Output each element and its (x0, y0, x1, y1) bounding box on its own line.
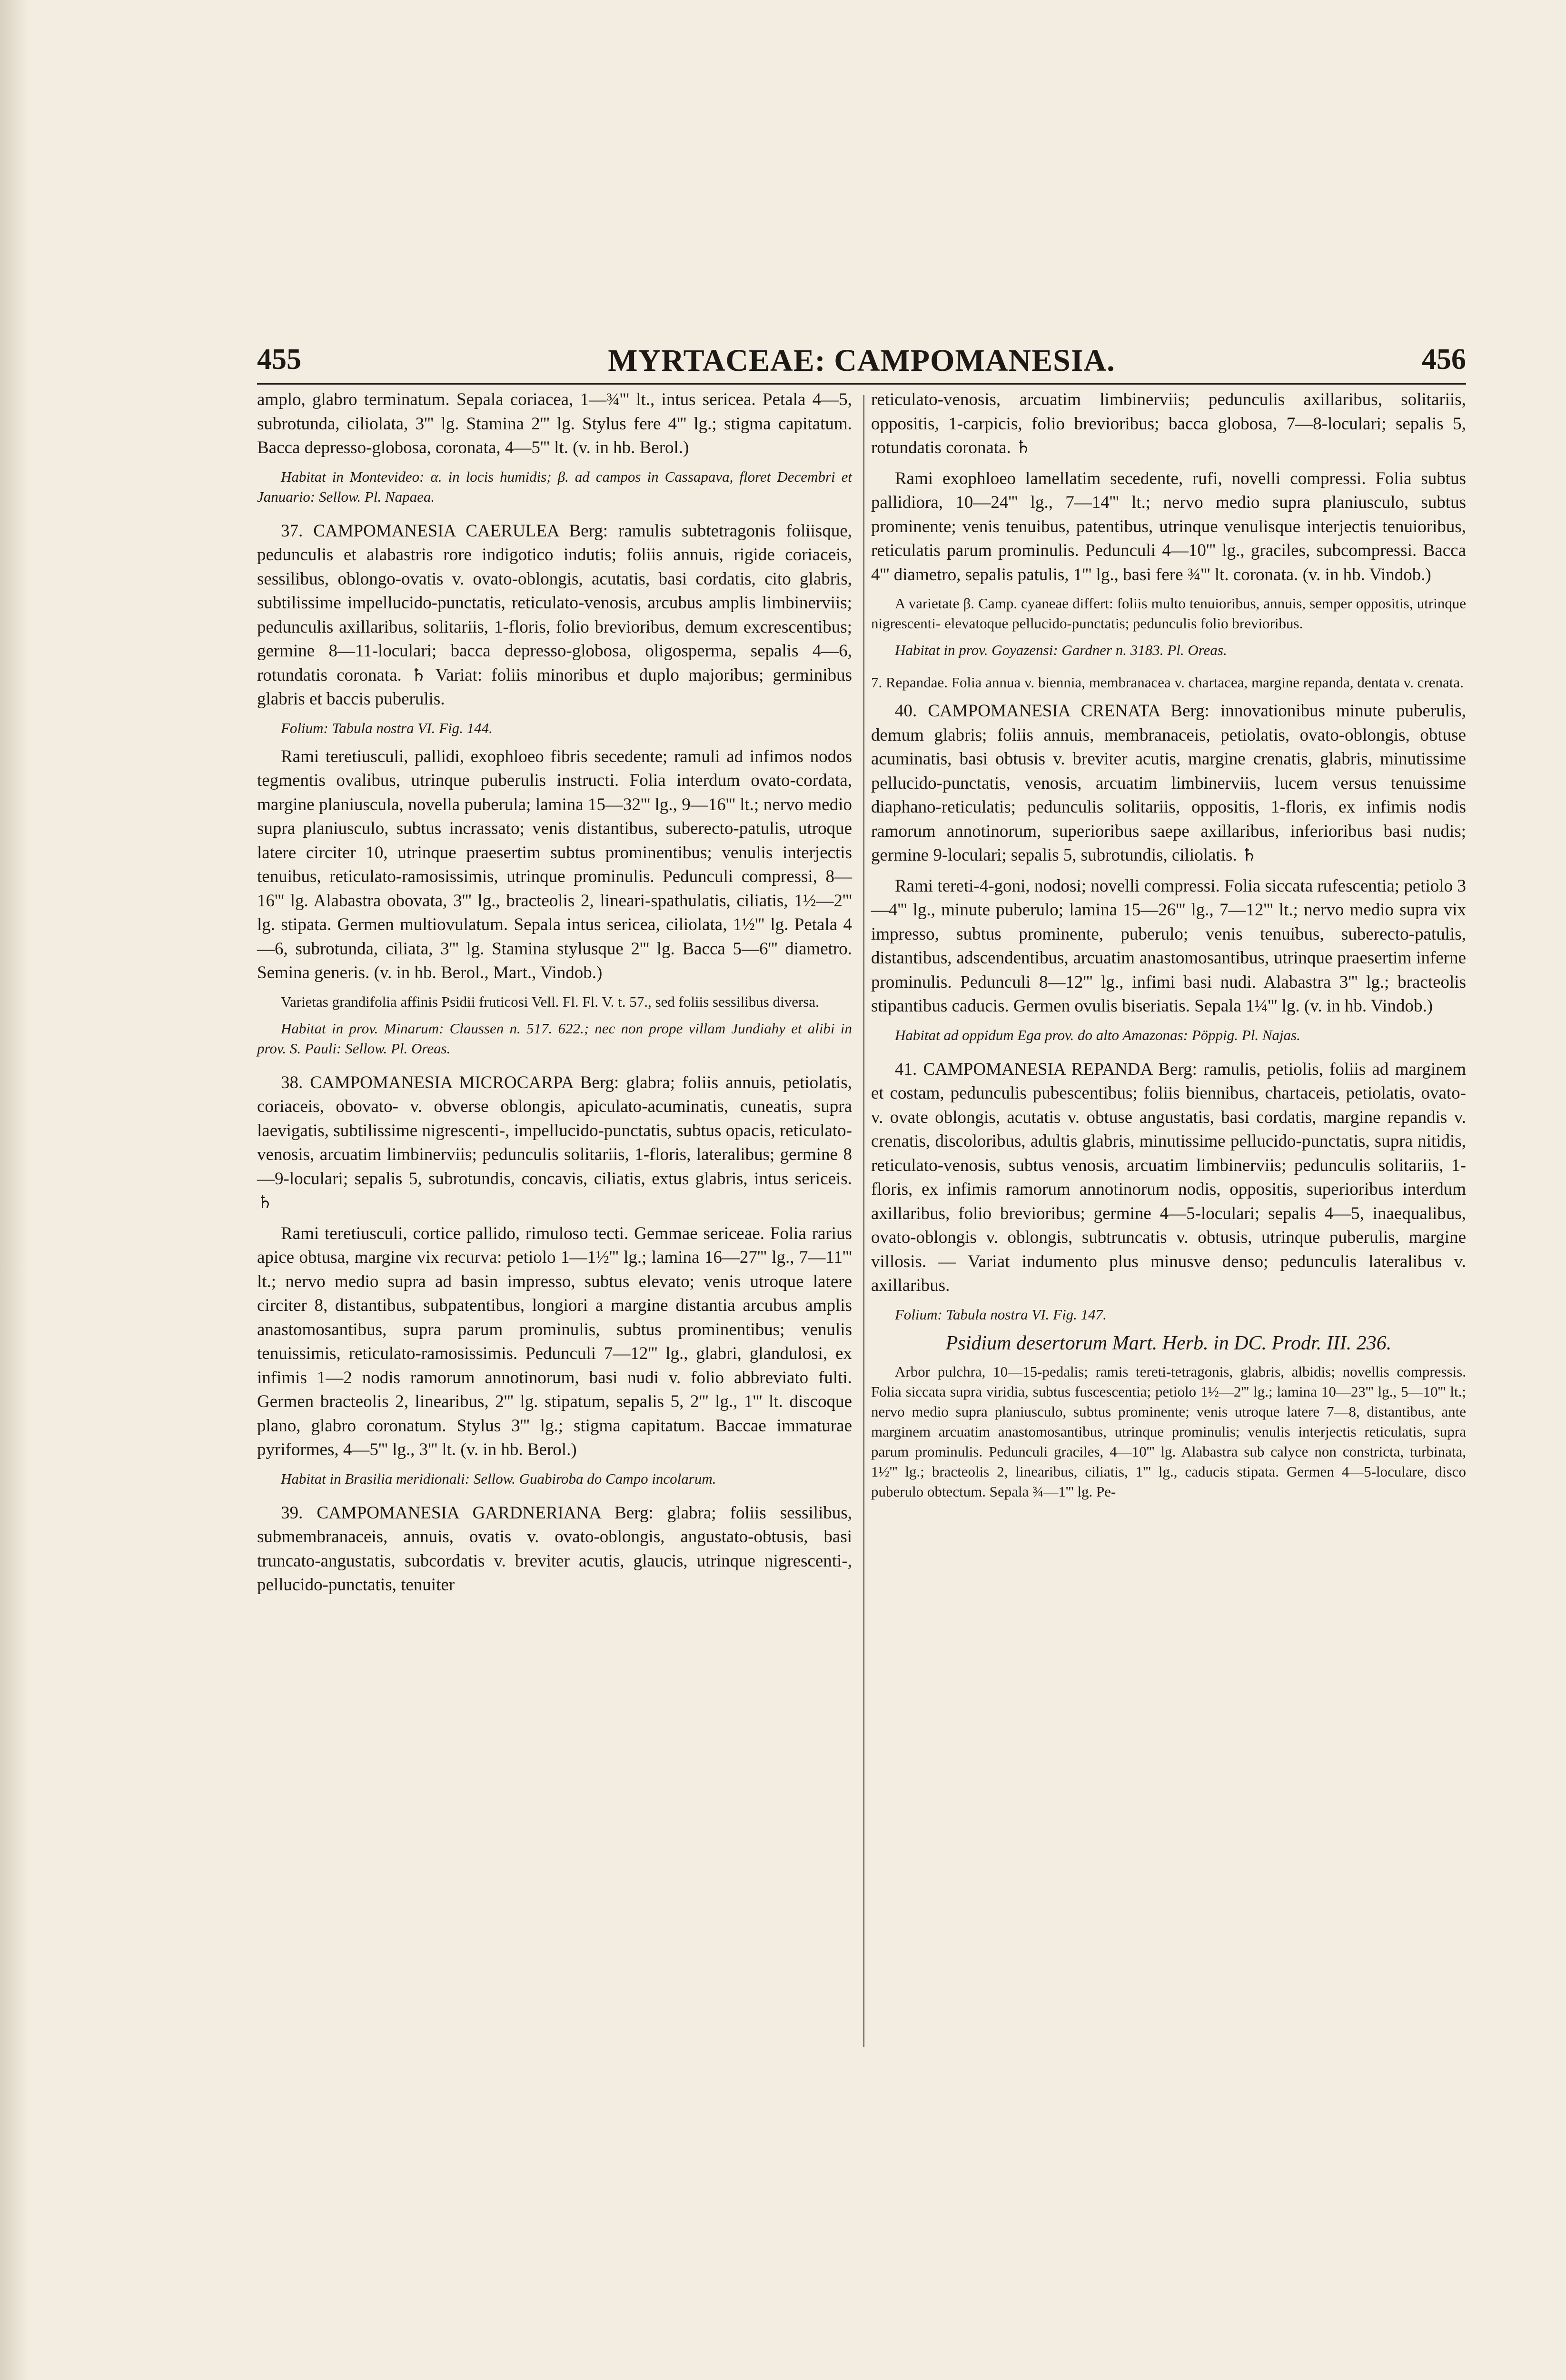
right-column (871, 388, 1466, 1508)
species-entry-37: 37. CAMPOMANESIA CAERULEA Berg: ramulis subtetragonis foliisque, pedunculis et alabastris rore indigotico indutis; foliis annuis, rigide coriaceis, sessilibus, oblongo-ovatis v. ovato-oblongis, acutatis, basi cordatis, cito glabris, subtilissime impellucido-punctatis, reticulato-venosis, arcubus amplis limbinerviis; pedunculis axillaribus, solitariis, 1-floris, folio brevioribus, demum excrescentibus; germine 8—11-loculari; bacca depresso-globosa, oligosperma, sepalis 4—6, rotundatis coronata. ♄ Variat: foliis minoribus et duplo majoribus; germinibus glabris et baccis puberulis. (257, 521, 852, 709)
habitat-note: Habitat in prov. Minarum: Claussen n. 517. 622.; nec non prope villam Jundiahy et alibi in prov. S. Pauli: Sellow. Pl. Oreas. (257, 1020, 852, 1057)
species-entry-41: 41. CAMPOMANESIA REPANDA Berg: ramulis, petiolis, foliis ad marginem et costam, pedunculis pubescentibus; foliis biennibus, chartaceis, petiolatis, ovato- v. ovate oblongis, acutatis v. obtuse angustatis, basi cordatis, margine repandis v. crenatis, discoloribus, adultis glabris, minutissime pellucido-punctatis, supra nitidis, reticulato-venosis, subtus venosis, arcuatim limbinerviis; pedunculis solitariis, 1-floris, ex infimis ramorum annotinorum nodis, oppositis, superioribus interdum axillaribus, folio brevioribus; germine 4—5-loculari; sepalis 4—5, inaequalibus, ovato-oblongis v. oblongis, subtruncatis v. obtusis, utrinque puberulis, margine villosis. — Variat indumento plus minusve denso; pedunculis lateralibus v. axillaribus. (871, 1059, 1466, 1295)
paragraph: reticulato-venosis, arcuatim limbinerviis; pedunculis axillaribus, solitariis, oppositis, 1-carpicis, folio brevioribus; bacca globosa, 7—8-loculari; sepalis 5, rotundatis coronata. ♄ (871, 390, 1466, 457)
running-header (257, 343, 1466, 386)
column-divider (863, 395, 864, 2047)
comparison-note: A varietate β. Camp. cyaneae differt: foliis multo tenuioribus, annuis, semper oppositis, utrinque nigrescenti- elevatoque pellucido-punctatis; pedunculis folio brevioribus. (871, 595, 1466, 632)
paragraph: amplo, glabro terminatum. Sepala coriacea, 1—¾''' lt., intus sericea. Petala 4—5, subrotunda, ciliolata, 3''' lg. Stamina 2''' lg. Stylus fere 4''' lg.; stigma capitatum. Bacca depresso-globosa, coronata, 4—5''' lt. (v. in hb. Berol.) (257, 390, 852, 457)
variety-note: Varietas grandifolia affinis Psidii fruticosi Vell. Fl. Fl. V. t. 57., sed foliis sessilibus diversa. (281, 993, 819, 1010)
description-paragraph: Arbor pulchra, 10—15-pedalis; ramis tereti-tetragonis, glabris, albidis; novellis compressis. Folia siccata supra viridia, subtus fuscescentia; petiolo 1½—2''' lg.; lamina 10—23''' lg., 5—10''' lt.; nervo medio supra planiusculo, subtus prominente; venis utroque latere 7—8, distantibus, ante marginem arcuatim anastomosantibus, utrinque prominulis; venulis interjectis reticulatis, supra parum prominulis. Pedunculi graciles, 4—10''' lg. Alabastra sub calyce non constricta, turbinata, 1½''' lg.; bracteolis 2, linearibus, ciliatis, 1''' lg., caducis stipata. Germen 4—5-loculare, disco puberulo obtectum. Sepala ¾—1''' lg. Pe- (871, 1363, 1466, 1500)
page-number-right: 456 (1422, 343, 1466, 376)
species-entry-40: 40. CAMPOMANESIA CRENATA Berg: innovationibus minute puberulis, demum glabris; foliis annuis, membranaceis, petiolatis, ovato-oblongis, obtuse acuminatis, basi obtusis v. breviter acutis, margine crenatis, glabris, minutissime pellucido-punctatis, venosis, arcuatim limbinerviis, lucem versus tenuissime diaphano-reticulatis; pedunculis solitariis, oppositis, 1-floris, ex infimis nodis ramorum annotinorum, superioribus saepe axillaribus, inferioribus basi nudis; germine 9-loculari; sepalis 5, subrotundis, ciliolatis. ♄ (871, 701, 1466, 865)
page-title: MYRTACEAE: CAMPOMANESIA. (608, 343, 1115, 378)
description-paragraph: Rami teretiusculi, pallidi, exophloeo fibris secedente; ramuli ad infimos nodos tegmentis ovalibus, utrinque puberulis instructi. Folia interdum ovato-cordata, margine planiuscula, novella puberula; lamina 15—32''' lg., 9—16''' lt.; nervo medio supra planiusculo, subtus incrassato; venis distantibus, suberecto-patulis, utroque latere circiter 10, utrinque praesertim subtus prominentibus; venulis interjectis tenuibus, reticulato-ramosissimis, utrinque prominulis. Pedunculi compressi, 8—16''' lg. Alabastra obovata, 3''' lg., bracteolis 2, lineari-spathulatis, ciliatis, 1½—2''' lg. stipata. Germen multiovulatum. Sepala intus sericea, ciliolata, 1½''' lg. Petala 4—6, subrotunda, ciliata, 3''' lg. Stamina stylusque 2''' lg. Bacca 5—6''' diametro. Semina generis. (v. in hb. Berol., Mart., Vindob.) (257, 746, 852, 982)
synonym: Psidium desertorum Mart. Herb. in DC. Prodr. III. 236. (945, 1332, 1392, 1354)
species-entry-39: 39. CAMPOMANESIA GARDNERIANA Berg: glabra; foliis sessilibus, submembranaceis, annuis, ovatis v. ovato-oblongis, angustato-obtusis, basi truncato-angustatis, subcordatis v. breviter acutis, glaucis, utrinque nigrescenti-, pellucido-punctatis, tenuiter (257, 1503, 852, 1595)
habitat-note: Habitat in Montevideo: α. in locis humidis; β. ad campos in Cassapava, floret Decembri et Januario: Sellow. Pl. Napaea. (257, 468, 852, 505)
species-entry-38: 38. CAMPOMANESIA MICROCARPA Berg: glabra; foliis annuis, petiolatis, coriaceis, obovato- v. obverse oblongis, apiculato-acuminatis, cuneatis, supra laevigatis, subtilissime nigrescenti-, impellucido-punctatis, subtus opacis, reticulato-venosis, arcuatim limbinerviis; pedunculis solitariis, 1-floris, lateralibus; germine 8—9-loculari; sepalis 5, subrotundis, concavis, ciliatis, extus glabris, intus sericeis. ♄ (257, 1072, 852, 1212)
figure-reference: Folium: Tabula nostra VI. Fig. 144. (281, 719, 493, 736)
gutter-shadow (0, 0, 29, 2380)
habitat-note: Habitat in Brasilia meridionali: Sellow. Guabiroba do Campo incolarum. (281, 1470, 716, 1487)
figure-reference: Folium: Tabula nostra VI. Fig. 147. (895, 1306, 1107, 1323)
page-number-left: 455 (257, 343, 301, 376)
description-paragraph: Rami teretiusculi, cortice pallido, rimuloso tecti. Gemmae sericeae. Folia rarius apice obtusa, margine vix recurva: petiolo 1—1½''' lg.; lamina 16—27''' lg., 7—11''' lt.; nervo medio supra ad basin impresso, subtus elevato; venis utroque latere circiter 8, distantibus, subpatentibus, longiori a margine distantia arcubus amplis anastomosantibus, supra parum prominulis, subtus prominentibus; venulis tenuissimis, reticulato-ramosissimis. Pedunculi 7—12''' lg., glabri, glandulosi, ex infimis 1—2 nodis ramorum annotinorum, basi nudi v. folio abbreviato fulti. Germen bracteolis 2, linearibus, 2''' lg. stipatum, sepalis 5, 2''' lg., 1''' lt. discoque plano, glabro coronatum. Stylus 3''' lg.; stigma capitatum. Baccae immaturae pyriformes, 4—5''' lg., 3''' lt. (v. in hb. Berol.) (257, 1223, 852, 1459)
header-rule (257, 383, 1466, 385)
habitat-note: Habitat in prov. Goyazensi: Gardner n. 3183. Pl. Oreas. (895, 642, 1227, 658)
description-paragraph: Rami tereti-4-goni, nodosi; novelli compressi. Folia siccata rufescentia; petiolo 3—4''' lg., minute puberulo; lamina 15—26''' lg., 7—12''' lt.; nervo medio supra vix impresso, subtus prominente, puberulo; venis tenuibus, suberecto-patulis, distantibus, adscendentibus, arcuatim anastomosantibus, utrinque praesertim inferne prominulis. Pedunculi 8—12''' lg., infimi basi nudi. Alabastra 3''' lg.; bracteolis stipantibus caducis. Germen ovulis biseriatis. Sepala 1¼''' lg. (v. in hb. Vindob.) (871, 876, 1466, 1016)
left-column (257, 388, 852, 1604)
section-heading-repandae: 7. Repandae. Folia annua v. biennia, membranacea v. chartacea, margine repanda, dentata v. crenata. (871, 674, 1464, 691)
description-paragraph: Rami exophloeo lamellatim secedente, rufi, novelli compressi. Folia subtus pallidiora, 10—24''' lg., 7—14''' lt.; nervo medio supra planiusculo, subtus prominente; venis tenuibus, patentibus, utrinque venulisque interjectis tenuioribus, reticulatis parum prominulis. Pedunculi 4—10''' lg., graciles, subcompressi. Bacca 4''' diametro, sepalis patulis, 1''' lg., basi fere ¾''' lt. coronata. (v. in hb. Vindob.) (871, 468, 1466, 585)
habitat-note: Habitat ad oppidum Ega prov. do alto Amazonas: Pöppig. Pl. Najas. (895, 1026, 1300, 1043)
